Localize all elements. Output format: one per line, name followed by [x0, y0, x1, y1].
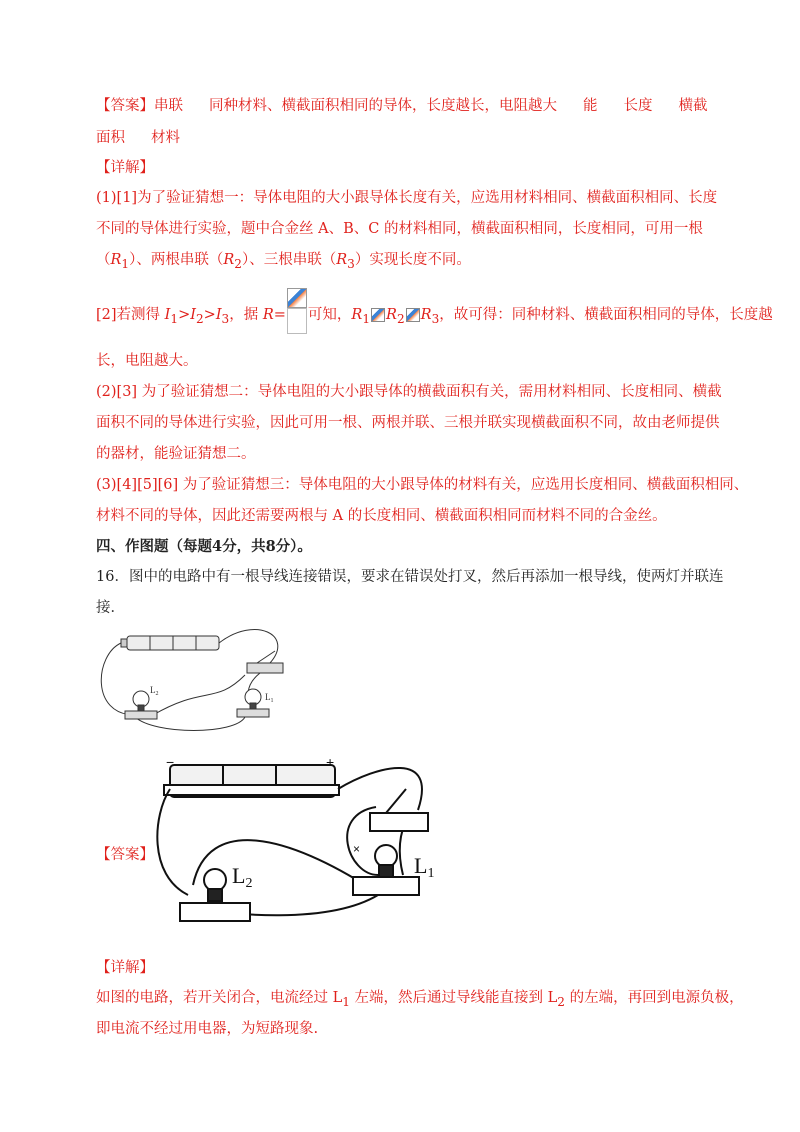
p2-line-1: [2]若测得 $I_1>I_2>I_3$，据 R= 可知，$R_1$ $R_2$ $R_3$，故可得：同种材料、横截面积相同的导体，长度越 [96, 300, 773, 330]
answer-line [96, 96, 708, 116]
p4-line-2: 材料不同的导体，因此还需要两根与 A 的长度相同、横截面积相同而材料不同的合金丝。 [96, 508, 667, 524]
section-heading: 四、作图题（每题4分，共8分）。 [96, 538, 312, 555]
svg-text:L1: L1 [414, 853, 435, 881]
detail-label: 【详解】 [96, 160, 154, 176]
answer2-label: 【答案】 [96, 847, 154, 863]
p2-line-2: 长，电阻越大。 [96, 353, 198, 369]
symbol-image-2 [406, 308, 420, 322]
answer-item-1: 串联 [154, 98, 183, 114]
answer-item-5: 横截 [678, 98, 708, 114]
svg-text:L2: L2 [232, 863, 253, 891]
svg-text:×: × [353, 842, 361, 856]
p4-line-1: (3)[4][5][6] 为了验证猜想三：导体电阻的大小跟导体的材料有关，应选用长度相同、横截面积相同、 [96, 477, 749, 493]
p5-line-2: 即电流不经过用电器，为短路现象. [96, 1021, 319, 1037]
q16-line-1: 16．图中的电路中有一根导线连接错误，要求在错误处打叉，然后再添加一根导线，使两灯并联连 [96, 569, 724, 585]
svg-text:L2: $L_2$ [150, 685, 159, 697]
p1-line-1: (1)[1]为了验证猜想一：导体电阻的大小跟导体长度有关，应选用材料相同、横截面积相同、长度 [96, 190, 718, 206]
p3-line-1: (2)[3] 为了验证猜想二：导体电阻的大小跟导体的横截面积有关，需用材料相同、长度相同、横截 [96, 384, 722, 400]
circuit-figure-question [95, 625, 300, 735]
answer-item-3: 能 [583, 98, 598, 114]
detail2-label: 【详解】 [96, 960, 154, 976]
answer-item-2: 同种材料、横截面积相同的导体，长度越长，电阻越大 [209, 98, 557, 114]
answer-label: 【答案】 [96, 98, 154, 114]
p3-line-3: 的器材，能验证猜想二。 [96, 446, 256, 462]
answer-cont-1: 面积 [96, 130, 125, 146]
answer-line-cont [96, 128, 180, 148]
circuit-figure-answer [148, 755, 448, 935]
p5-line-1: 如图的电路，若开关闭合，电流经过 $L_1$ 左端，然后通过导线能直接到 $L_2$ 的左端，再回到电源负极， [96, 990, 744, 1009]
symbol-image-1 [371, 308, 385, 322]
svg-text:−: − [166, 755, 175, 770]
p1-line-2: 不同的导体进行实验，题中合金丝 A、B、C 的材料相同，横截面积相同，长度相同，可用一根 [96, 221, 703, 237]
svg-text:+: + [326, 755, 335, 770]
svg-text:L1: $L_1$ [265, 692, 274, 704]
p3-line-2: 面积不同的导体进行实验，因此可用一根、两根并联、三根并联实现横截面积不同，故由老师提供 [96, 415, 720, 431]
q16-line-2: 接． [96, 600, 125, 616]
formula-image [287, 300, 307, 330]
answer-cont-2: 材料 [151, 130, 180, 146]
answer-item-4: 长度 [623, 98, 653, 114]
p1-line-3: $(R_1)$、两根串联$(R_2)$、三根串联$(R_3)$实现长度不同。 [96, 252, 471, 271]
